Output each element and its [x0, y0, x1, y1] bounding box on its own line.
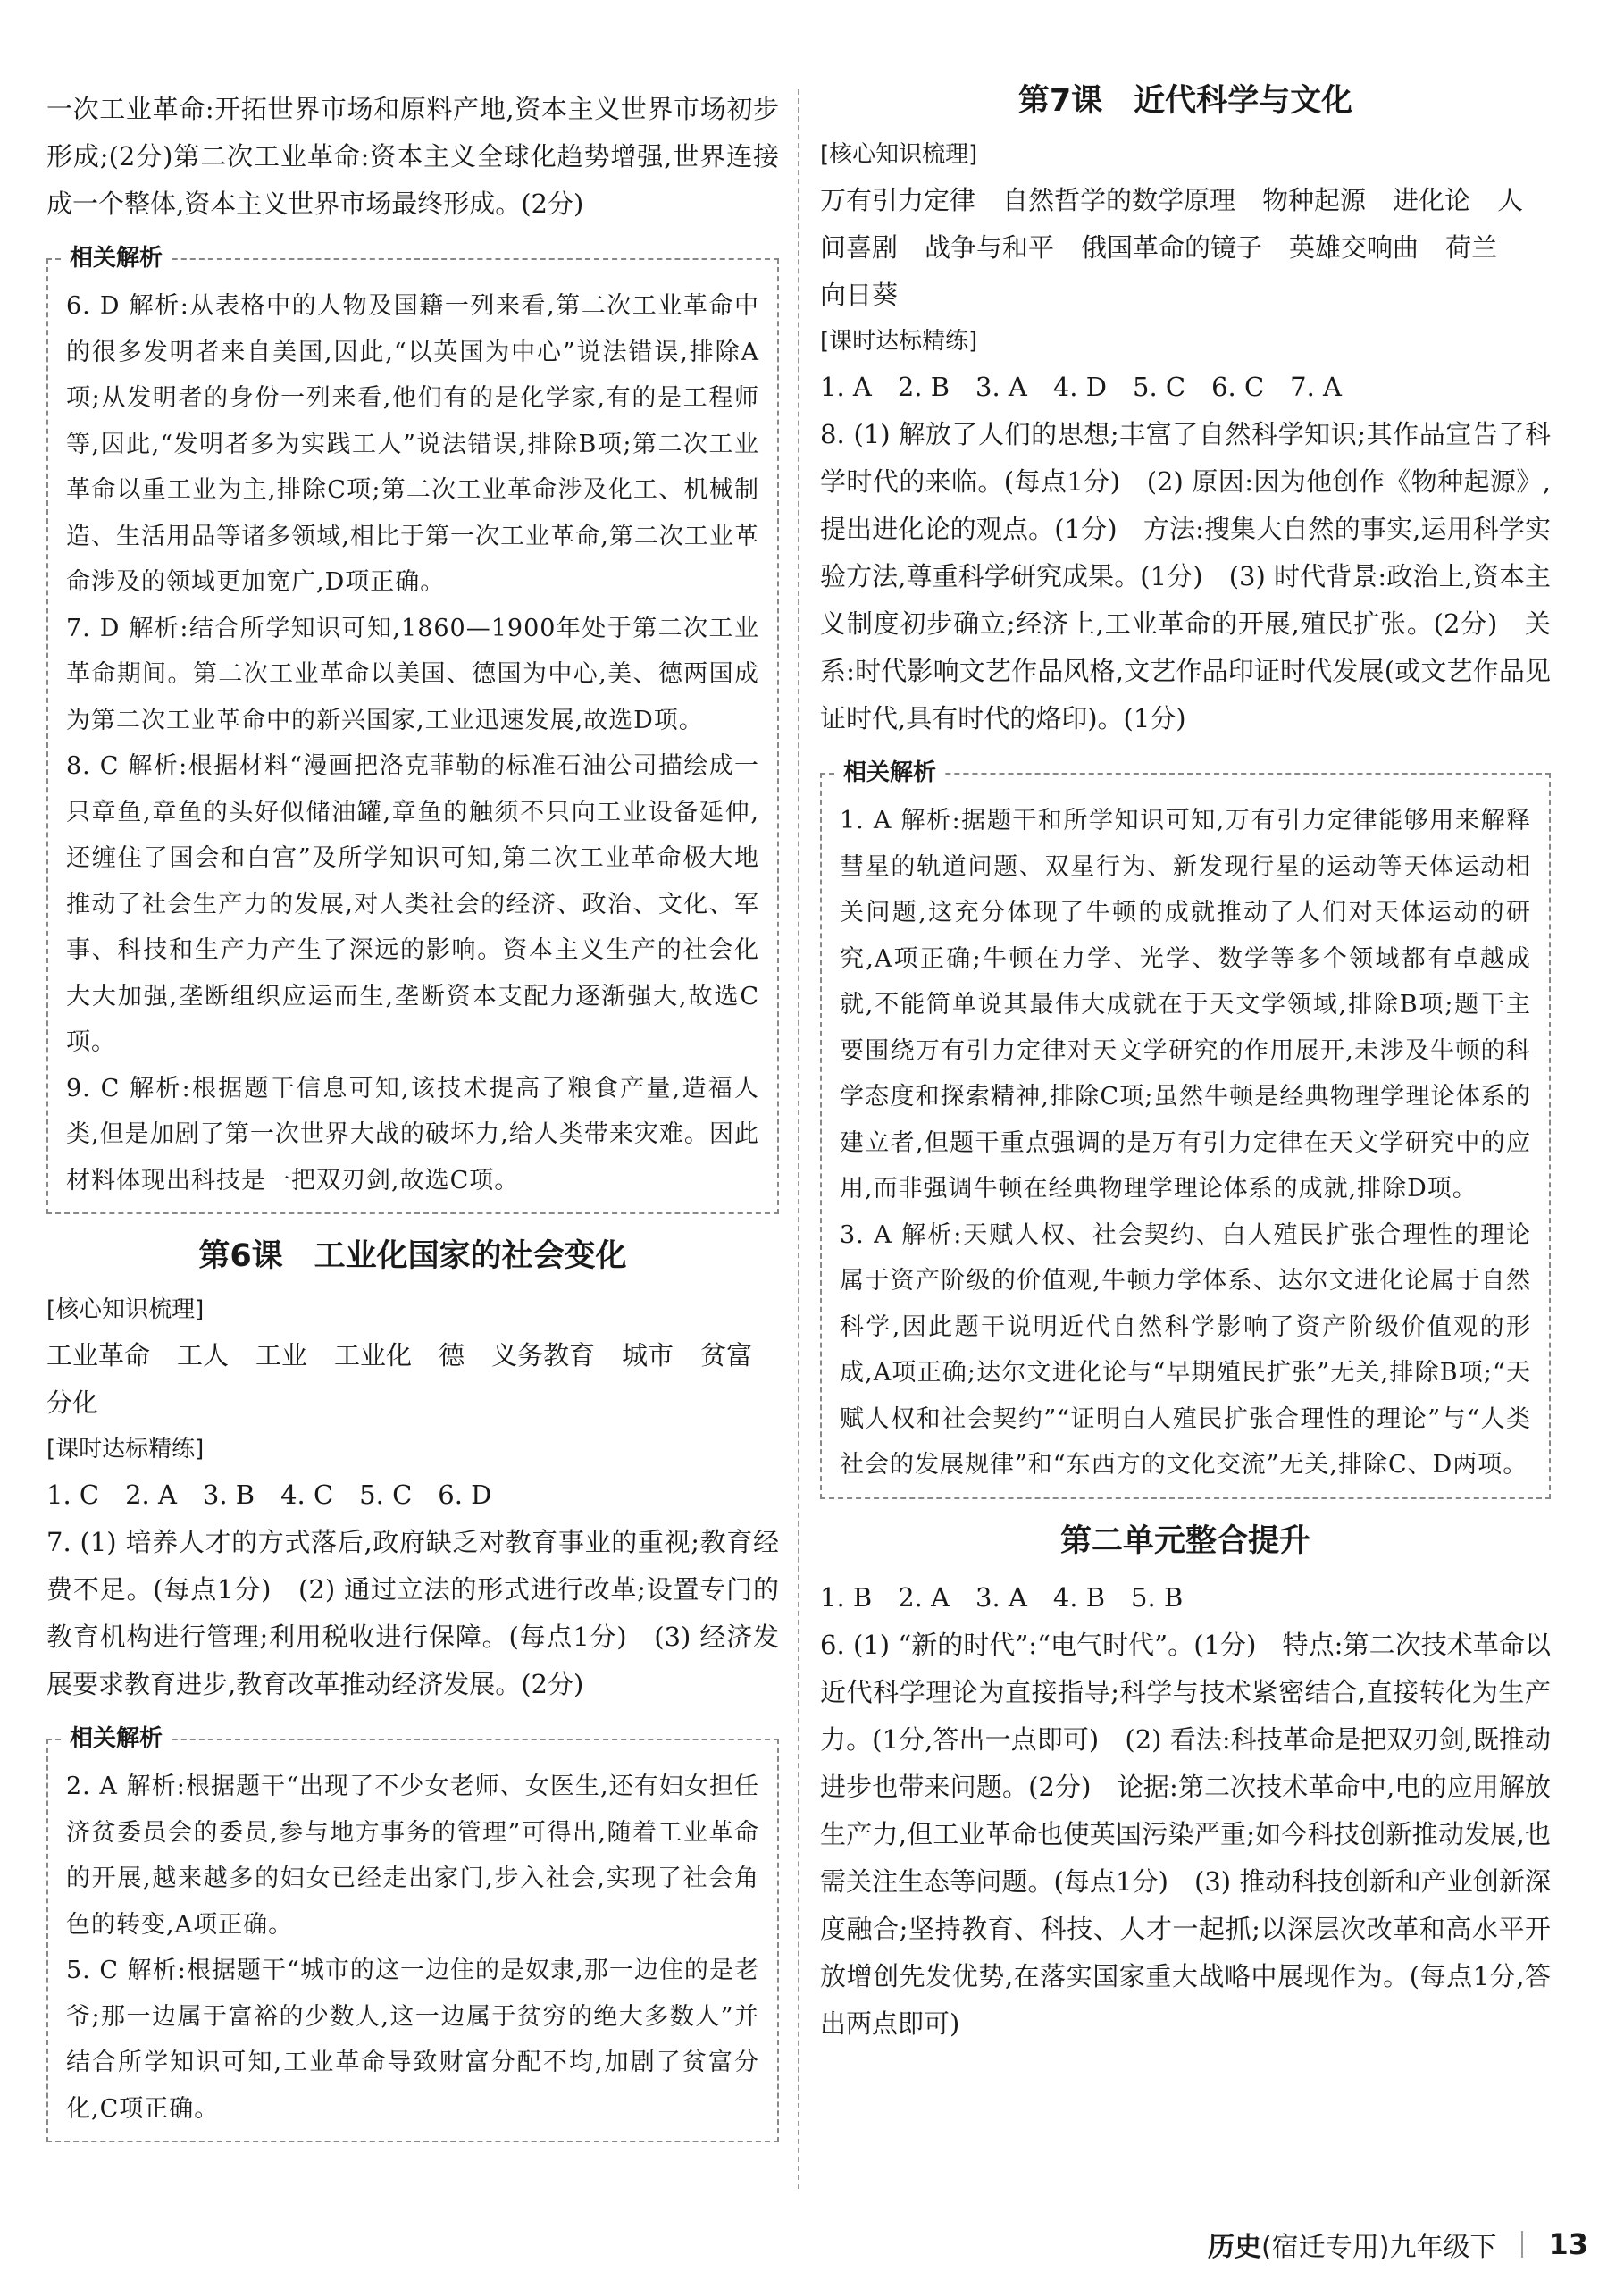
drill-label: [课时达标精练]: [820, 328, 978, 355]
lesson5-answer-continuation: 一次工业革命:开拓世界市场和原料产地,资本主义世界市场初步形成;(2分)第二次工业革命:资本主义全球化趋势增强,世界连接成一个整体,资本主义世界市场最终形成。(2分): [46, 94, 779, 219]
analysis-item: 1. A 解析:据题干和所学知识可知,万有引力定律能够用来解释彗星的轨道问题、双星行为、新发现行星的运动等天体运动相关问题,这充分体现了牛顿的成就推动了人们对天体运动的研究,A项正确;牛顿在力学、光学、数学等多个领域都有卓越成就,不能简单说其最伟大成就在于天文学领域,排除B项;题干主要围绕万有引力定律对天文学研究的作用展开,未涉及牛顿的科学态度和探索精神,排除C项;虽然牛顿是经典物理学理论体系的建立者,但题干重点强调的是万有引力定律在天文学研究中的应用,而非强调牛顿在经典物理学理论体系的成就,排除D项。: [840, 807, 1531, 1203]
right-column: [820, 75, 1551, 2048]
lesson7-title: 第7课 近代科学与文化: [1017, 83, 1353, 119]
footer-subject: 历史: [1208, 2232, 1262, 2263]
keyword: 万有引力定律: [820, 185, 976, 215]
analysis-item: 5. C 解析:根据题干“城市的这一边住的是奴隶,那一边住的是老爷;那一边属于富裕的少数人,这一边属于贫穷的绝大多数人”并结合所学知识可知,工业革命导致财富分配不均,加剧了贫富分化,C项正确。: [66, 1957, 759, 2123]
analysis-item: 7. D 解析:结合所学知识可知,1860—1900年处于第二次工业革命期间。第二次工业革命以美国、德国为中心,美、德两国成为第二次工业革命中的新兴国家,工业迅速发展,故选D项。: [66, 614, 759, 734]
lesson5-analysis-box: [46, 245, 779, 1214]
page-number: 13: [1548, 2227, 1588, 2261]
left-column: [46, 86, 779, 2158]
analysis-tag: 相关解析: [61, 242, 172, 274]
analysis-item: 6. D 解析:从表格中的人物及国籍一列来看,第二次工业革命中的很多发明者来自美国,因此,“以英国为中心”说法错误,排除A项;从发明者的身份一列来看,他们有的是化学家,有的是工程师等,因此,“发明者多为实践工人”说法错误,排除B项;第二次工业革命以重工业为主,排除C项;第二次工业革命涉及化工、机械制造、生活用品等诸多领域,相比于第一次工业革命,第二次工业革命涉及的领域更加宽广,D项正确。: [66, 292, 759, 596]
keyword: 工业化: [334, 1340, 413, 1371]
keyword: 义务教育: [491, 1340, 596, 1371]
lesson7-q8: 8. (1) 解放了人们的思想;丰富了自然科学知识;其作品宣告了科学时代的来临。(每点1分) (2) 原因:因为他创作《物种起源》,提出进化论的观点。(1分) 方法:搜集大自然的事实,运用科学实验方法,尊重科学研究成果。(1分) (3) 时代背景:政治上,资本主义制度初步确立;经济上,工业革命的开展,殖民扩张。(2分) 关系:时代影响文艺作品风格,文艺作品印证时代发展(或文艺作品见证时代,具有时代的烙印)。(1分): [820, 419, 1551, 733]
analysis-tag: 相关解析: [834, 757, 945, 789]
keyword: 英雄交响曲: [1289, 232, 1419, 263]
keyword: 德: [439, 1340, 465, 1371]
lesson7-keywords-line1: [820, 177, 1551, 224]
keyword: 进化论: [1393, 185, 1471, 215]
analysis-item: 3. A 解析:天赋人权、社会契约、白人殖民扩张合理性的理论属于资产阶级的价值观,牛顿力学体系、达尔文进化论属于自然科学,因此题干说明近代自然科学影响了资产阶级价值观的形成,A项正确;达尔文进化论与“早期殖民扩张”无关,排除B项;“天赋人权和社会契约”“证明白人殖民扩张合理性的理论”与“人类社会的发展规律”和“东西方的文化交流”无关,排除C、D两项。: [840, 1220, 1531, 1479]
keyword: 战争与和平: [925, 232, 1055, 263]
keyword: 物种起源: [1262, 185, 1367, 215]
unit2-q6: 6. (1) “新的时代”:“电气时代”。(1分) 特点:第二次技术革命以近代科学理论为直接指导;科学与技术紧密结合,直接转化为生产力。(1分,答出一点即可) (2) 看法:科技革命是把双刃剑,既推动进步也带来问题。(2分) 论据:第二次技术革命中,电的应用解放生产力,但工业革命也使英国污染严重;如今科技创新推动发展,也需关注生态等问题。(每点1分) (3) 推动科技创新和产业创新深度融合;坚持教育、科技、人才一起抓;以深层次改革和高水平开放增创先发优势,在落实国家重大战略中展现作为。(每点1分,答出两点即可): [820, 1629, 1551, 2039]
column-divider: [798, 89, 799, 2189]
keyword: 自然哲学的数学原理: [1002, 185, 1236, 215]
footer-separator: [1521, 2231, 1523, 2258]
keyword: 工业: [255, 1340, 308, 1371]
analysis-item: 2. A 解析:根据题干“出现了不少女老师、女医生,还有妇女担任济贫委员会的委员,参与地方事务的管理”可得出,随着工业革命的开展,越来越多的妇女已经走出家门,步入社会,实现了社会角色的转变,A项正确。: [66, 1773, 759, 1939]
lesson6-title: 第6课 工业化国家的社会变化: [198, 1238, 627, 1274]
lesson6-q7: 7. (1) 培养人才的方式落后,政府缺乏对教育事业的重视;教育经费不足。(每点1分) (2) 通过立法的形式进行改革;设置专门的教育机构进行管理;利用税收进行保障。(每点1分) (3) 经济发展要求教育进步,教育改革推动经济发展。(2分): [46, 1527, 779, 1699]
analysis-item: 9. C 解析:根据题干信息可知,该技术提高了粮食产量,造福人类,但是加剧了第一次世界大战的破坏力,给人类带来灾难。因此材料体现出科技是一把双刃剑,故选C项。: [66, 1074, 759, 1194]
lesson7-keywords-line2: [820, 224, 1551, 272]
keyword: 间喜剧: [820, 232, 899, 263]
drill-label: [课时达标精练]: [46, 1436, 205, 1463]
unit2-answers: 1. B 2. A 3. A 4. B 5. B: [820, 1581, 1184, 1613]
analysis-item: 8. C 解析:根据材料“漫画把洛克菲勒的标准石油公司描绘成一只章鱼,章鱼的头好似储油罐,章鱼的触须不只向工业设备延伸,还缠住了国会和白宫”及所学知识可知,第二次工业革命极大地推动了社会生产力的发展,对人类社会的经济、政治、文化、军事、科技和生产力产生了深远的影响。资本主义生产的社会化大大加强,垄断组织应运而生,垄断资本支配力逐渐强大,故选C项。: [66, 752, 759, 1056]
footer-grade: 九年级下: [1389, 2232, 1497, 2263]
lesson6-keywords: [46, 1332, 779, 1379]
lesson6-analysis-box: [46, 1725, 779, 2142]
lesson6-answers: 1. C 2. A 3. B 4. C 5. C 6. D: [46, 1479, 492, 1510]
core-knowledge-label: [核心知识梳理]: [46, 1296, 205, 1323]
keyword: 俄国革命的镜子: [1081, 232, 1263, 263]
keyword: 向日葵: [820, 280, 899, 310]
page-footer: [1208, 2225, 1588, 2264]
keyword: 贫富: [700, 1340, 753, 1371]
keyword: 工业革命: [46, 1340, 151, 1371]
keyword: 荷兰: [1445, 232, 1498, 263]
core-knowledge-label: [核心知识梳理]: [820, 141, 978, 168]
analysis-tag: 相关解析: [61, 1723, 172, 1755]
lesson7-analysis-box: [820, 759, 1551, 1499]
keyword: 城市: [622, 1340, 674, 1371]
keyword: 分化: [46, 1387, 99, 1418]
keyword: 工人: [177, 1340, 230, 1371]
keyword: 人: [1497, 185, 1524, 215]
footer-edition: (宿迁专用): [1261, 2232, 1390, 2263]
lesson7-answers: 1. A 2. B 3. A 4. D 5. C 6. C 7. A: [820, 372, 1342, 402]
unit2-title: 第二单元整合提升: [1059, 1522, 1310, 1559]
